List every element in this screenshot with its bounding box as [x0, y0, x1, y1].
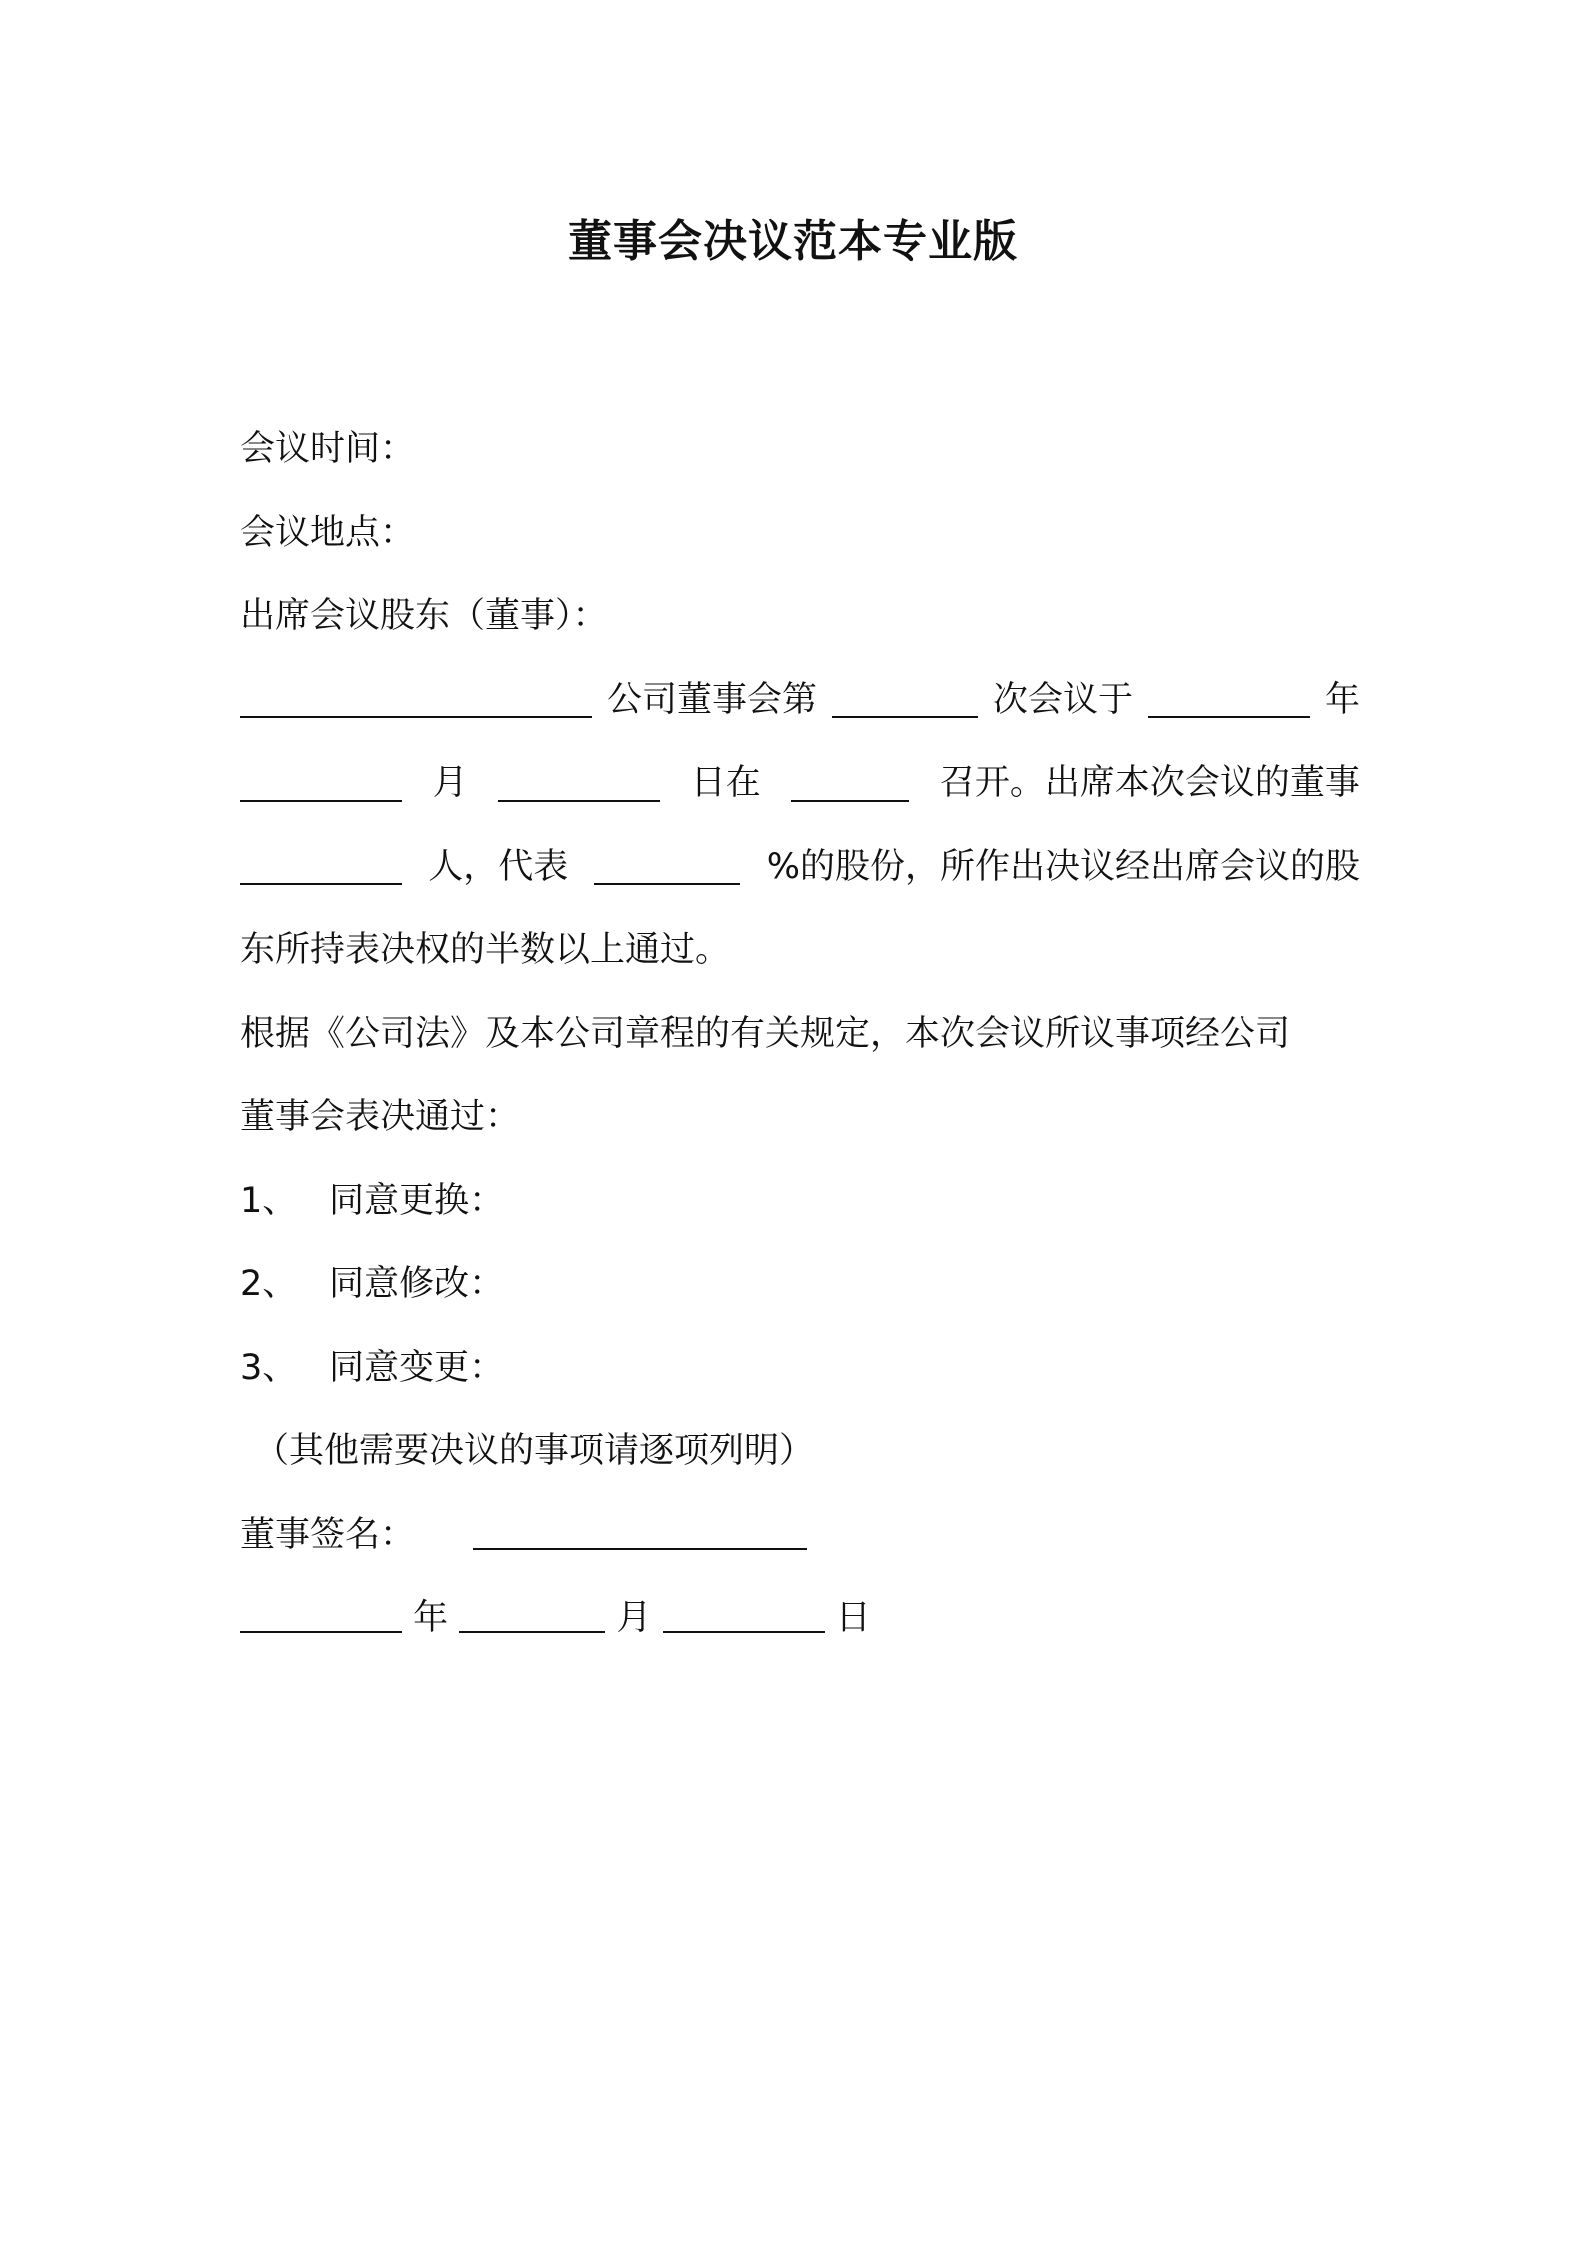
month-blank [240, 770, 402, 802]
year-text: 年 [1324, 679, 1360, 720]
paragraph1-line4 [240, 909, 1360, 993]
document-title: 董事会决议范本专业版 [568, 216, 1018, 267]
sign-month-blank [459, 1601, 605, 1633]
sign-year-text: 年 [413, 1598, 449, 1638]
signature-line [240, 1494, 1360, 1578]
meeting-place-line [240, 492, 1360, 576]
day-blank [498, 770, 660, 802]
sign-day-blank [663, 1601, 825, 1633]
percent-blank [594, 853, 740, 885]
sign-month-text: 月 [616, 1598, 652, 1638]
meeting-time-label: 会议时间： [240, 429, 416, 469]
sign-day-text: 日 [835, 1598, 871, 1638]
passed-text: 东所持表决权的半数以上通过。 [240, 930, 731, 970]
date-line [240, 1577, 1360, 1661]
paragraph1-line2 [240, 742, 1360, 826]
place-blank [791, 770, 909, 802]
sign-year-blank [240, 1601, 402, 1633]
resolution-item [240, 1160, 1360, 1244]
meeting-on-text: 次会议于 [992, 679, 1133, 720]
day-at-text: 日在 [690, 763, 761, 803]
percent-shares-text: %的股份，所作出决议经出席会议的股 [766, 846, 1360, 887]
item-text: 同意修改： [329, 1264, 505, 1304]
paragraph1-line1 [240, 659, 1360, 743]
item-number: 1、 [240, 1180, 298, 1221]
meeting-place-label: 会议地点： [240, 512, 416, 553]
meeting-time-line [240, 408, 1360, 492]
legal-basis-text: 根据《公司法》及本公司章程的有关规定，本次会议所议事项经公司 [240, 1013, 1291, 1054]
item-number: 3、 [240, 1347, 298, 1388]
paragraph2-line1 [240, 993, 1360, 1077]
paragraph1-line3 [240, 826, 1360, 910]
year-blank [1148, 686, 1310, 718]
held-attend-text: 召开。出席本次会议的董事 [939, 763, 1360, 803]
signature-blank [473, 1518, 807, 1550]
item-text: 同意变更： [329, 1347, 505, 1388]
company-name-blank [240, 686, 592, 718]
attendees-line [240, 575, 1360, 659]
item-number: 2、 [240, 1264, 298, 1304]
meeting-number-blank [832, 686, 978, 718]
persons-rep-text: 人，代表 [428, 846, 569, 887]
month-text: 月 [432, 763, 468, 803]
attendees-label: 出席会议股东（董事）： [240, 596, 608, 636]
document-body [240, 408, 1360, 1661]
board-vote-text: 董事会表决通过： [240, 1097, 521, 1137]
resolution-item [240, 1243, 1360, 1327]
company-board-no-text: 公司董事会第 [606, 679, 817, 720]
paragraph2-line2 [240, 1076, 1360, 1160]
resolution-item [240, 1327, 1360, 1411]
note-text: （其他需要决议的事项请逐项列明） [254, 1431, 815, 1471]
signature-label: 董事签名： [240, 1514, 416, 1555]
persons-blank [240, 853, 402, 885]
item-text: 同意更换： [329, 1180, 505, 1221]
note-line [240, 1410, 1360, 1494]
